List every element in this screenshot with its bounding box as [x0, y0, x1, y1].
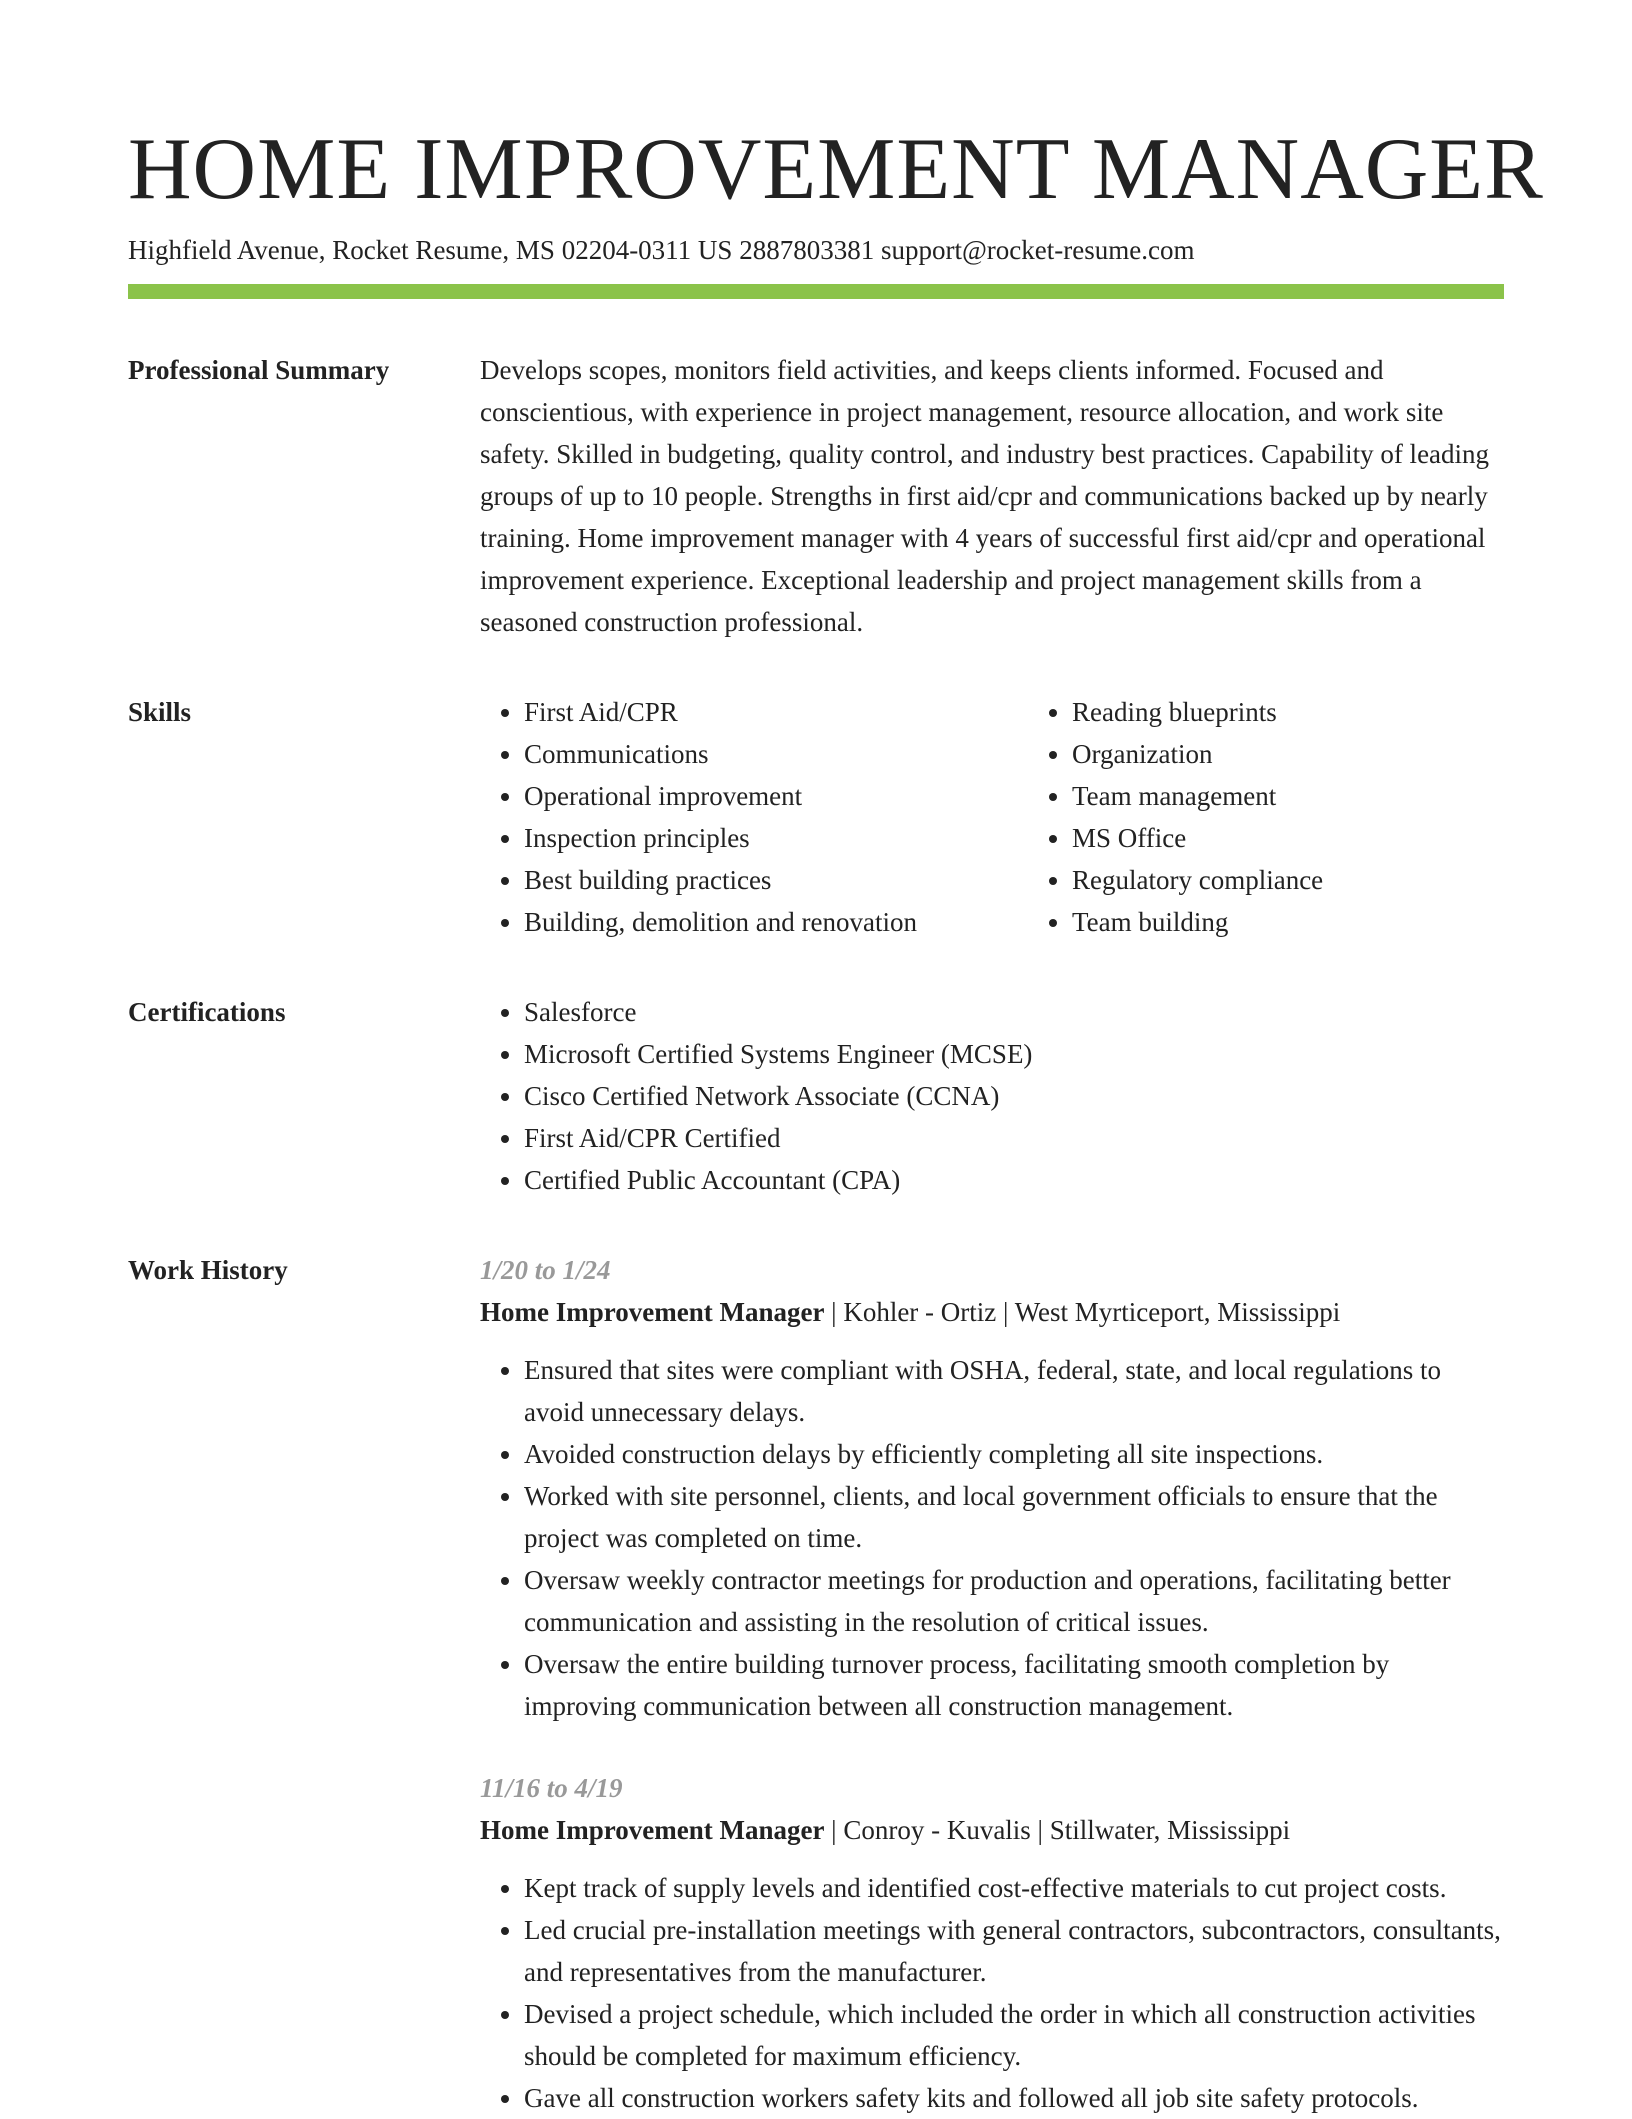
list-item: • Operational improvement [524, 775, 1028, 817]
candidate-name: HOME IMPROVEMENT MANAGER [128, 121, 1544, 218]
list-item: • Team building [1072, 901, 1592, 943]
work-history-section [128, 1249, 1504, 2119]
contact-line: Highfield Avenue, Rocket Resume, MS 02204-0311 US 2887803381 support@rocket-resume.com [128, 235, 1195, 265]
professional-summary-section [128, 349, 1504, 643]
summary-text: Develops scopes, monitors field activities, and keeps clients informed. Focused and conscientious, with experience in project management, resource allocation, and work site safety. Skilled in budgeting, quality control, and industry best practices. Capability of leading groups of up to 10 people. Strengths in first aid/cpr and communications backed up by nearly training. Home improvement manager with 4 years of successful first aid/cpr and operational improvement experience. Exceptional leadership and project management skills from a seasoned construction professional. [480, 355, 1490, 637]
list-item: • MS Office [1072, 817, 1592, 859]
job-title-line [480, 1291, 1504, 1333]
list-item: • Organization [1072, 733, 1592, 775]
certifications-section [128, 991, 1504, 1201]
job-title: Home Improvement Manager [480, 1297, 825, 1327]
skills-section [128, 691, 1504, 943]
list-item: • Team management [1072, 775, 1592, 817]
list-item: • Inspection principles [524, 817, 1028, 859]
job-bullets [480, 1867, 1504, 2119]
list-item: • Led crucial pre-installation meetings with general contractors, subcontractors, consultants, and representatives from the manufacturer. [524, 1909, 1504, 1993]
list-item: • Salesforce [524, 991, 1504, 1033]
list-item: • Worked with site personnel, clients, and local government officials to ensure that the project was completed on time. [524, 1475, 1504, 1559]
list-item: • Communications [524, 733, 1028, 775]
job-employer-location: | Kohler - Ortiz | West Myrticeport, Mississippi [824, 1297, 1341, 1327]
skills-list-left [480, 691, 1028, 943]
list-item: • Cisco Certified Network Associate (CCNA) [524, 1075, 1504, 1117]
list-item: • Regulatory compliance [1072, 859, 1592, 901]
job-entry [480, 1249, 1504, 1727]
list-item: • Oversaw weekly contractor meetings for production and operations, facilitating better communication and assisting in the resolution of critical issues. [524, 1559, 1504, 1643]
list-item: • Certified Public Accountant (CPA) [524, 1159, 1504, 1201]
section-heading: Skills [128, 697, 192, 727]
section-heading: Work History [128, 1255, 288, 1285]
list-item: • Gave all construction workers safety kits and followed all job site safety protocols. [524, 2077, 1504, 2119]
section-heading: Certifications [128, 997, 286, 1027]
job-dates: 11/16 to 4/19 [480, 1773, 623, 1803]
header-divider [128, 284, 1504, 299]
job-employer-location: | Conroy - Kuvalis | Stillwater, Mississippi [824, 1815, 1291, 1845]
skills-list-right [1028, 691, 1592, 943]
resume-page [128, 120, 1544, 2119]
job-bullets [480, 1349, 1504, 1727]
list-item: • First Aid/CPR Certified [524, 1117, 1504, 1159]
list-item: • Best building practices [524, 859, 1028, 901]
section-heading: Professional Summary [128, 355, 390, 385]
list-item: • Reading blueprints [1072, 691, 1592, 733]
list-item: • Devised a project schedule, which included the order in which all construction activities should be completed for maximum efficiency. [524, 1993, 1504, 2077]
job-entry [480, 1767, 1504, 2119]
certifications-list [480, 991, 1504, 1201]
job-title-line [480, 1809, 1504, 1851]
list-item: • Kept track of supply levels and identified cost-effective materials to cut project costs. [524, 1867, 1504, 1909]
list-item: • First Aid/CPR [524, 691, 1028, 733]
list-item: • Oversaw the entire building turnover process, facilitating smooth completion by improving communication between all construction management. [524, 1643, 1504, 1727]
list-item: • Building, demolition and renovation [524, 901, 1028, 943]
list-item: • Microsoft Certified Systems Engineer (MCSE) [524, 1033, 1504, 1075]
list-item: • Ensured that sites were compliant with OSHA, federal, state, and local regulations to avoid unnecessary delays. [524, 1349, 1504, 1433]
job-title: Home Improvement Manager [480, 1815, 825, 1845]
job-dates: 1/20 to 1/24 [480, 1255, 611, 1285]
list-item: • Avoided construction delays by efficiently completing all site inspections. [524, 1433, 1504, 1475]
